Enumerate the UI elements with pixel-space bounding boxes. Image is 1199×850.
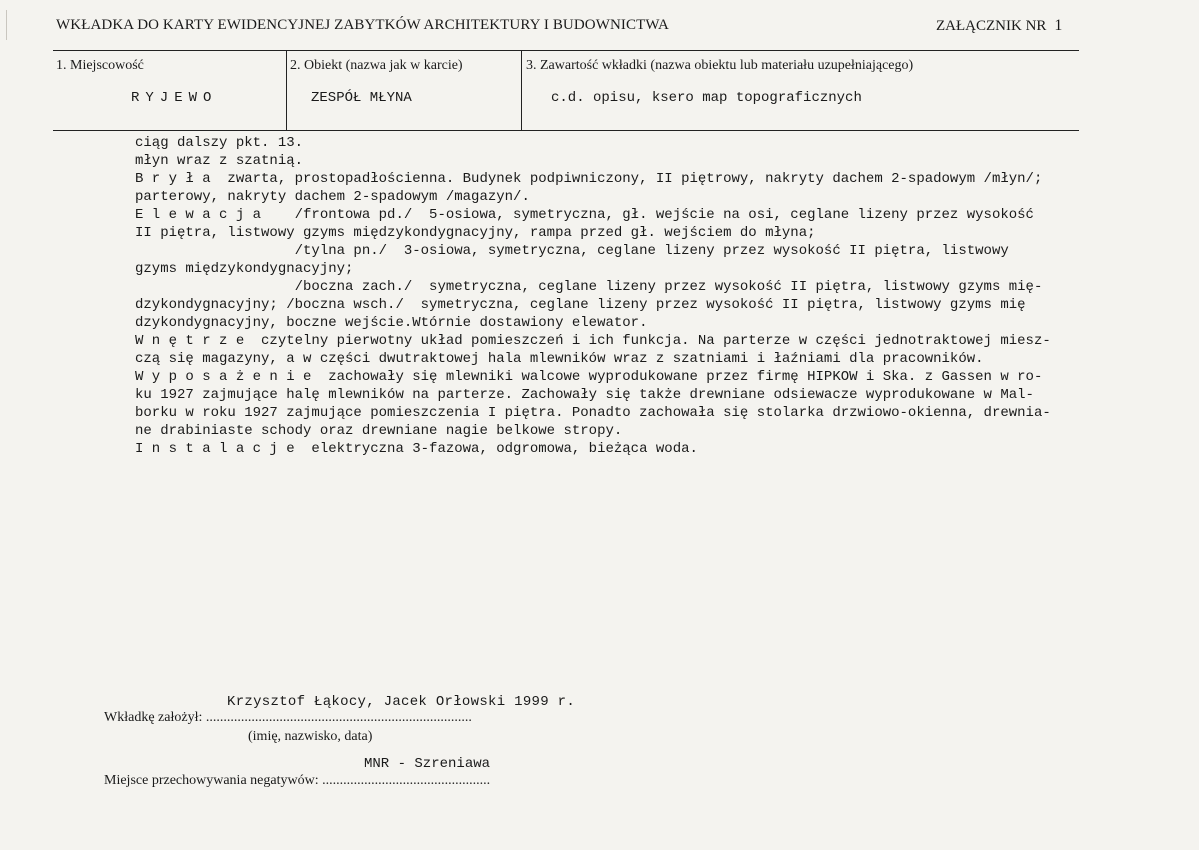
object-label: 2. Obiekt (nazwa jak w karcie): [290, 58, 463, 73]
column-divider-2: [521, 51, 522, 130]
form-title: WKŁADKA DO KARTY EWIDENCYJNEJ ZABYTKÓW ARCHITEKTURY I BUDOWNICTWA: [56, 17, 669, 33]
description-line: dzykondygnacyjny; /boczna wsch./ symetryczna, ceglane lizeny przez wysokość II piętra, listwowy gzyms mię: [135, 297, 1026, 313]
description-line: ciąg dalszy pkt. 13.: [135, 135, 304, 151]
description-line: /tylna pn./ 3-osiowa, symetryczna, ceglane lizeny przez wysokość II piętra, listwowy: [135, 243, 1009, 259]
locality-value: RYJEWO: [131, 90, 218, 106]
description-line: borku w roku 1927 zajmujące pomieszczenia I piętra. Ponadto zachowała się stolarka drzwiowo-okienna, drewnia-: [135, 405, 1051, 421]
description-line: II piętra, listwowy gzyms międzykondygnacyjny, rampa przed gł. wejściem do młyna;: [135, 225, 816, 241]
founded-by-value: Krzysztof Łąkocy, Jacek Orłowski 1999 r.: [227, 694, 576, 710]
description-line: I n s t a l a c j e elektryczna 3-fazowa, odgromowa, bieżąca woda.: [135, 441, 698, 457]
table-top-rule: [53, 50, 1079, 51]
table-bottom-rule: [53, 130, 1079, 131]
description-line: W n ę t r z e czytelny pierwotny układ pomieszczeń i ich funkcja. Na parterze w części jednotraktowej miesz-: [135, 333, 1051, 349]
description-line: W y p o s a ż e n i e zachowały się mlewniki walcowe wyprodukowane przez firmę HIPKOW i Ska. z Gassen w ro-: [135, 369, 1043, 385]
negatives-location-label: Miejsce przechowywania negatywów: ................................................: [104, 773, 491, 788]
negatives-location-value: MNR - Szreniawa: [364, 756, 491, 772]
description-line: młyn wraz z szatnią.: [135, 153, 304, 169]
description-line: parterowy, nakryty dachem 2-spadowym /magazyn/.: [135, 189, 530, 205]
annex-number: 1: [1054, 17, 1063, 34]
column-divider-1: [286, 51, 287, 130]
page-edge: [6, 10, 7, 40]
description-line: B r y ł a zwarta, prostopadłościenna. Budynek podpiwniczony, II piętrowy, nakryty dachem 2-spadowym /młyn/;: [135, 171, 1043, 187]
annex-heading: [936, 17, 1062, 35]
contents-value: c.d. opisu, ksero map topograficznych: [551, 90, 862, 106]
description-line: czą się magazyny, a w części dwutraktowej hala mlewników wraz z szatniami i łaźniami dla pracowników.: [135, 351, 984, 367]
description-line: ku 1927 zajmujące halę mlewników na parterze. Zachowały się także drewniane odsiewacze wyprodukowane w Mal-: [135, 387, 1034, 403]
locality-label: 1. Miejscowość: [56, 58, 144, 73]
description-line: /boczna zach./ symetryczna, ceglane lizeny przez wysokość II piętra, listwowy gzyms mię-: [135, 279, 1043, 295]
description-line: E l e w a c j a /frontowa pd./ 5-osiowa, symetryczna, gł. wejście na osi, ceglane lizeny przez wysokość: [135, 207, 1034, 223]
founded-by-hint: (imię, nazwisko, data): [248, 729, 373, 744]
founded-by-label: Wkładkę założył: ............................................................................: [104, 710, 472, 725]
description-line: dzykondygnacyjny, boczne wejście.Wtórnie dostawiony elewator.: [135, 315, 648, 331]
annex-label: ZAŁĄCZNIK NR: [936, 18, 1047, 34]
contents-label: 3. Zawartość wkładki (nazwa obiektu lub materiału uzupełniającego): [526, 58, 914, 73]
description-text: [135, 134, 1075, 458]
description-line: gzyms międzykondygnacyjny;: [135, 261, 354, 277]
object-value: ZESPÓŁ MŁYNA: [311, 90, 412, 106]
description-line: ne drabiniaste schody oraz drewniane nagie belkowe stropy.: [135, 423, 623, 439]
